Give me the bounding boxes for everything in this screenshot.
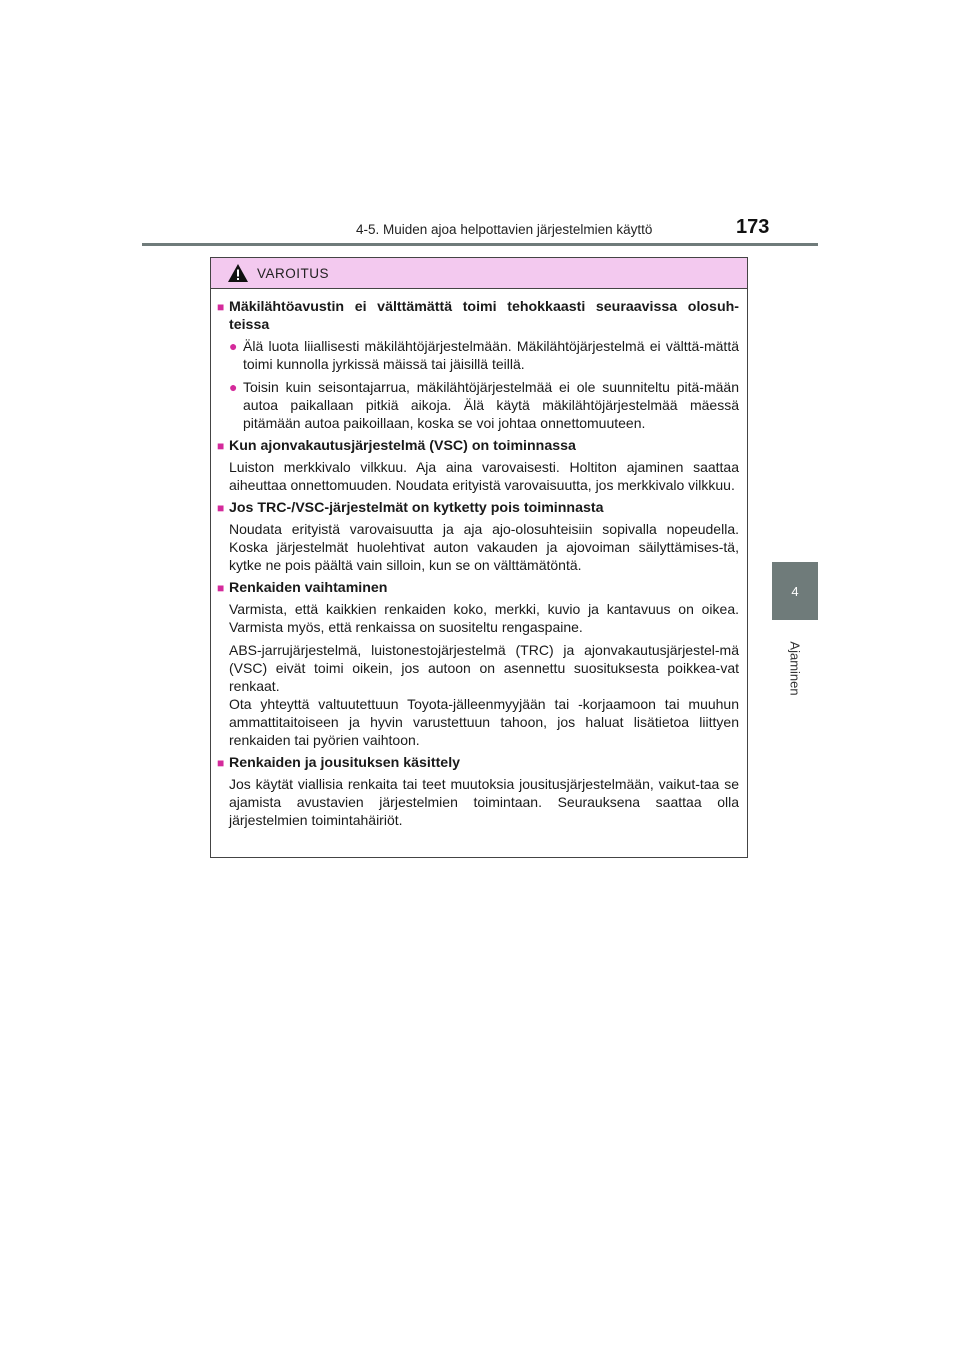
warning-box [210,257,748,858]
section-tire-change [217,579,739,749]
circle-bullet-icon: ● [229,379,238,395]
chapter-number: 4 [791,583,799,599]
square-bullet-icon: ■ [217,439,225,453]
page-number: 173 [736,216,770,238]
chapter-tab[interactable] [772,562,818,620]
section-heading: Mäkilähtöavustin ei välttämättä toimi tehokkaasti seuraavissa olosuh-teissa [229,299,739,333]
square-bullet-icon: ■ [217,756,225,770]
section-trc-vsc-off [217,499,739,574]
square-bullet-icon: ■ [217,300,225,314]
paragraph: Ota yhteyttä valtuutettuun Toyota-jälleenmyyjään tai -korjaamoon tai muuhun ammattitaitoiseen ja hyvin varustettuun tahoon, jos haluat lisätietoa liittyen renkaiden tai pyörien vaihtoon. [229,696,739,748]
paragraph: Jos käytät viallisia renkaita tai teet muutoksia jousitusjärjestelmään, vaikut-taa se ajamista avustavien järjestelmien toimintaan. Seurauksena saattaa olla järjestelmien toimintahäiriöt. [229,776,739,828]
header-rule [142,243,818,246]
warning-triangle-icon [227,263,249,283]
section-vsc-active [217,437,739,494]
warning-title: VAROITUS [257,265,330,281]
square-bullet-icon: ■ [217,501,225,515]
section-heading: Renkaiden vaihtaminen [229,580,388,596]
paragraph: ABS-jarrujärjestelmä, luistonestojärjestelmä (TRC) ja ajonvakautusjärjestel-mä (VSC) eivät toimi oikein, jos autoon on asennettu suosituksesta poikkea-vat renkaat. [229,642,739,694]
section-hill-start [217,298,739,432]
warning-body [211,289,747,829]
paragraph: Noudata erityistä varovaisuutta ja aja ajo-olosuhteisiin sopivalla nopeudella. Koska järjestelmät huolehtivat auton vakauden ja ajovoiman säilyttämises-tä, kytke ne pois päältä vain silloin, kun se on välttämätöntä. [229,521,739,573]
warning-header [211,258,747,289]
chapter-label: Ajaminen [787,640,803,696]
section-tires-suspension [217,754,739,829]
section-heading: Renkaiden ja jousituksen käsittely [229,755,461,771]
section-title: 4-5. Muiden ajoa helpottavien järjestelmien käyttö [356,222,653,237]
paragraph: Varmista, että kaikkien renkaiden koko, merkki, kuvio ja kantavuus on oikea. Varmista myös, että renkaissa on suositeltu rengaspaine. [229,601,739,635]
circle-bullet-icon: ● [229,338,238,354]
bullet-text: Älä luota liiallisesti mäkilähtöjärjestelmään. Mäkilähtöjärjestelmä ei välttä-mättä toimi kunnolla jyrkissä mäissä tai jäisillä teillä. [243,338,739,372]
paragraph: Luiston merkkivalo vilkkuu. Aja aina varovaisesti. Holtiton ajaminen saattaa aiheuttaa onnettomuuden. Noudata erityistä varovaisuutta, jos merkkivalo vilkkuu. [229,459,739,493]
bullet-text: Toisin kuin seisontajarrua, mäkilähtöjärjestelmää ei ole suunniteltu pitä-mään autoa paikallaan pitkiä aikoja. Älä käytä mäkilähtöjärjestelmää mäessä pitämään autoa paikoillaan, koska se voi johtaa onnettomuuteen. [243,379,739,431]
square-bullet-icon: ■ [217,581,225,595]
section-heading: Jos TRC-/VSC-järjestelmät on kytketty pois toiminnasta [229,500,604,516]
section-heading: Kun ajonvakautusjärjestelmä (VSC) on toiminnassa [229,438,576,454]
